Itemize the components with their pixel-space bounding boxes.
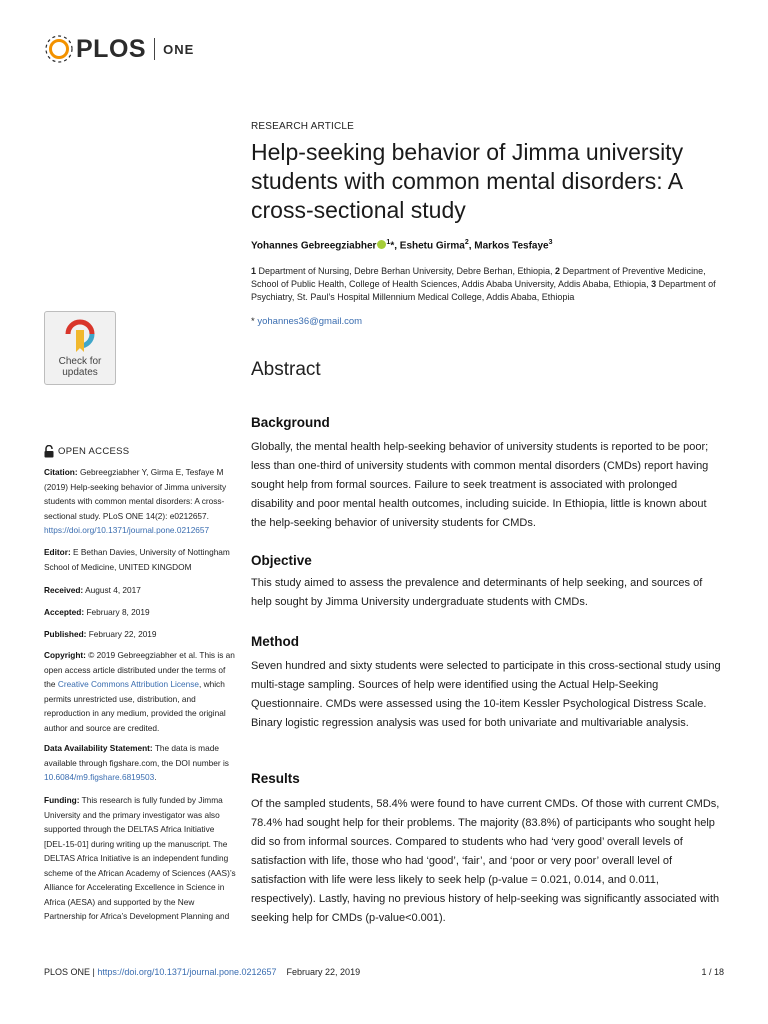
footer-journal: PLOS ONE bbox=[44, 967, 91, 977]
published-date: February 22, 2019 bbox=[88, 629, 157, 639]
abstract-heading: Abstract bbox=[251, 359, 321, 380]
accepted-block bbox=[44, 605, 236, 620]
logo-plos-text: PLOS bbox=[76, 34, 147, 63]
citation-block bbox=[44, 465, 236, 538]
citation-label: Citation: bbox=[44, 467, 78, 477]
affiliation-text: Department of Nursing, Debre Berhan University, Debre Berhan, Ethiopia, bbox=[258, 266, 553, 276]
editor-label: Editor: bbox=[44, 547, 71, 557]
affiliation-text: Department of Psychiatry, St. Paul’s Hospital Millennium Medical College, Addis Ababa, Ethiopia bbox=[251, 279, 716, 302]
email-link[interactable]: yohannes36@gmail.com bbox=[257, 316, 363, 327]
section-text-method: Seven hundred and sixty students were selected to participate in this cross-sectional study using multi-stage sampling. Sources of help were identified using the Actual Help-Seeking Questionnaire. CMDs were assessed using the 10-item Kessler Psychological Distress Scale. Binary logistic regression analysis was used for both univariate and multivariable analysis. bbox=[251, 660, 721, 729]
citation-text: Gebreegziabher Y, Girma E, Tesfaye M (2019) Help-seeking behavior of Jimma university students with common mental disorders: A cross-sectional study. PLoS ONE 14(2): e0212657. bbox=[44, 467, 227, 521]
affiliation-number: 1 bbox=[251, 266, 257, 276]
corresponding-email bbox=[251, 316, 362, 327]
accepted-label: Accepted: bbox=[44, 607, 85, 617]
funding-text: This research is fully funded by Jimma University and the primary investigator was also supported through the DELTAS Africa Initiative [DEL-15-01] during writing up the manuscript. The DELTAS Africa Initiative is an independent funding scheme of the African Academy of Sciences (AAS)’s Alliance for Accelerating Excellence in Science in Africa (AESA) and supported by the New Partnership for Africa’s Development Planning and bbox=[44, 795, 236, 921]
copyright-label: Copyright: bbox=[44, 650, 86, 660]
page-number: 1 / 18 bbox=[701, 967, 724, 977]
author-list: Yohannes Gebreegziabher $^1$*, Eshetu Girma$^2$, Markos Tesfaye$^3$ bbox=[251, 239, 553, 252]
footer-doi-link[interactable]: https://doi.org/10.1371/journal.pone.0212657 bbox=[97, 967, 277, 977]
accepted-date: February 8, 2019 bbox=[86, 607, 150, 617]
funding-label: Funding: bbox=[44, 795, 80, 805]
received-date: August 4, 2017 bbox=[85, 585, 141, 595]
corresponding-mark: * bbox=[390, 240, 395, 252]
affiliations bbox=[251, 265, 719, 304]
copyright-block bbox=[44, 648, 236, 735]
crossmark-icon bbox=[63, 317, 97, 353]
section-heading-background: Background bbox=[251, 415, 330, 430]
open-lock-icon bbox=[44, 445, 54, 458]
copyright-text: © 2019 Gebreegziabher et al. This is an open access article distributed under the terms of the bbox=[44, 650, 235, 689]
open-access-label: OPEN ACCESS bbox=[58, 446, 130, 457]
logo-one-text: ONE bbox=[163, 41, 195, 57]
section-heading-results: Results bbox=[251, 771, 300, 786]
plos-logo-icon bbox=[44, 34, 74, 64]
received-label: Received: bbox=[44, 585, 84, 595]
author-affil-number: 2 bbox=[464, 239, 469, 246]
citation-doi-link[interactable]: https://doi.org/10.1371/journal.pone.0212657 bbox=[44, 525, 210, 535]
author-affil-number: 1 bbox=[386, 239, 391, 246]
page-footer bbox=[44, 967, 724, 977]
affiliation-number: 3 bbox=[651, 279, 657, 289]
footer-date: February 22, 2019 bbox=[286, 967, 361, 977]
section-text-results: Of the sampled students, 58.4% were found to have current CMDs. Of those with current CMDs, 78.4% had sought help for their problems. The majority (83.8%) of participants who sought help did so from informal sources. Compared to students who had ‘very good’ overall levels of satisfaction with life, those who had ‘good’, ‘fair’, and ‘poor or very poor’ overall level of satisfaction with life were less likely to seek help (p-value = 0.021, 0.014, and 0.011, respectively). Lastly, having no previous history of help-seeking was significantly associated with seeking help for CMDs (p-value<0.001). bbox=[251, 798, 720, 924]
section-text-objective: This study aimed to assess the prevalence and determinants of help seeking, and sources of help sought by Jimma University undergraduate students with CMDs. bbox=[251, 577, 703, 608]
editor-block bbox=[44, 545, 236, 574]
section-heading-objective: Objective bbox=[251, 553, 312, 568]
affiliation-text: Department of Preventive Medicine, School of Public Health, College of Health Sciences, Addis Ababa University, Addis Ababa, Ethiopia, bbox=[251, 266, 706, 289]
published-block bbox=[44, 627, 236, 642]
data-availability-block bbox=[44, 741, 236, 785]
author-name[interactable]: Yohannes Gebreegziabher bbox=[251, 240, 377, 252]
footer-separator: | bbox=[90, 967, 98, 977]
email-mark: * bbox=[251, 316, 255, 327]
editor-text: E Bethan Davies, University of Nottingham School of Medicine, UNITED KINGDOM bbox=[44, 547, 230, 572]
plos-one-logo bbox=[44, 33, 194, 65]
data-availability-label: Data Availability Statement: bbox=[44, 743, 153, 753]
check-updates-line2: updates bbox=[62, 367, 98, 378]
license-link[interactable]: Creative Commons Attribution License bbox=[57, 679, 199, 689]
article-title: Help-seeking behavior of Jimma university students with common mental disorders: A cross-sectional study bbox=[251, 139, 684, 223]
open-access-badge bbox=[44, 445, 129, 458]
data-availability-text: The data is made available through figshare.com, the DOI number is bbox=[44, 743, 229, 768]
received-block bbox=[44, 583, 236, 598]
author-name[interactable]: Eshetu Girma bbox=[399, 240, 465, 252]
logo-divider bbox=[154, 38, 155, 60]
affiliation-number: 2 bbox=[555, 266, 561, 276]
data-availability-end: . bbox=[154, 772, 157, 782]
author-name[interactable]: Markos Tesfaye bbox=[474, 240, 549, 252]
copyright-text-end: , which permits unrestricted use, distribution, and reproduction in any medium, provided the original author and source are credited. bbox=[44, 679, 226, 733]
article-type: RESEARCH ARTICLE bbox=[251, 121, 355, 132]
author-affil-number: 3 bbox=[548, 239, 553, 246]
section-text-background: Globally, the mental health help-seeking behavior of university students is reported to be poor; less than one-third of university students with common mental disorders (CMDs) report having sought help from formal sources. Failure to seek treatment is associated with prolonged disability and poor mental health outcomes, including suicide. In Ethiopia, little is known about the help-seeking behavior of university students for CMDs. bbox=[251, 441, 709, 529]
figshare-doi-link[interactable]: 10.6084/m9.figshare.6819503 bbox=[44, 772, 155, 782]
section-heading-method: Method bbox=[251, 634, 299, 649]
check-for-updates-button[interactable] bbox=[44, 311, 116, 385]
funding-block bbox=[44, 793, 236, 924]
published-label: Published: bbox=[44, 629, 87, 639]
check-updates-line1: Check for bbox=[58, 356, 102, 367]
